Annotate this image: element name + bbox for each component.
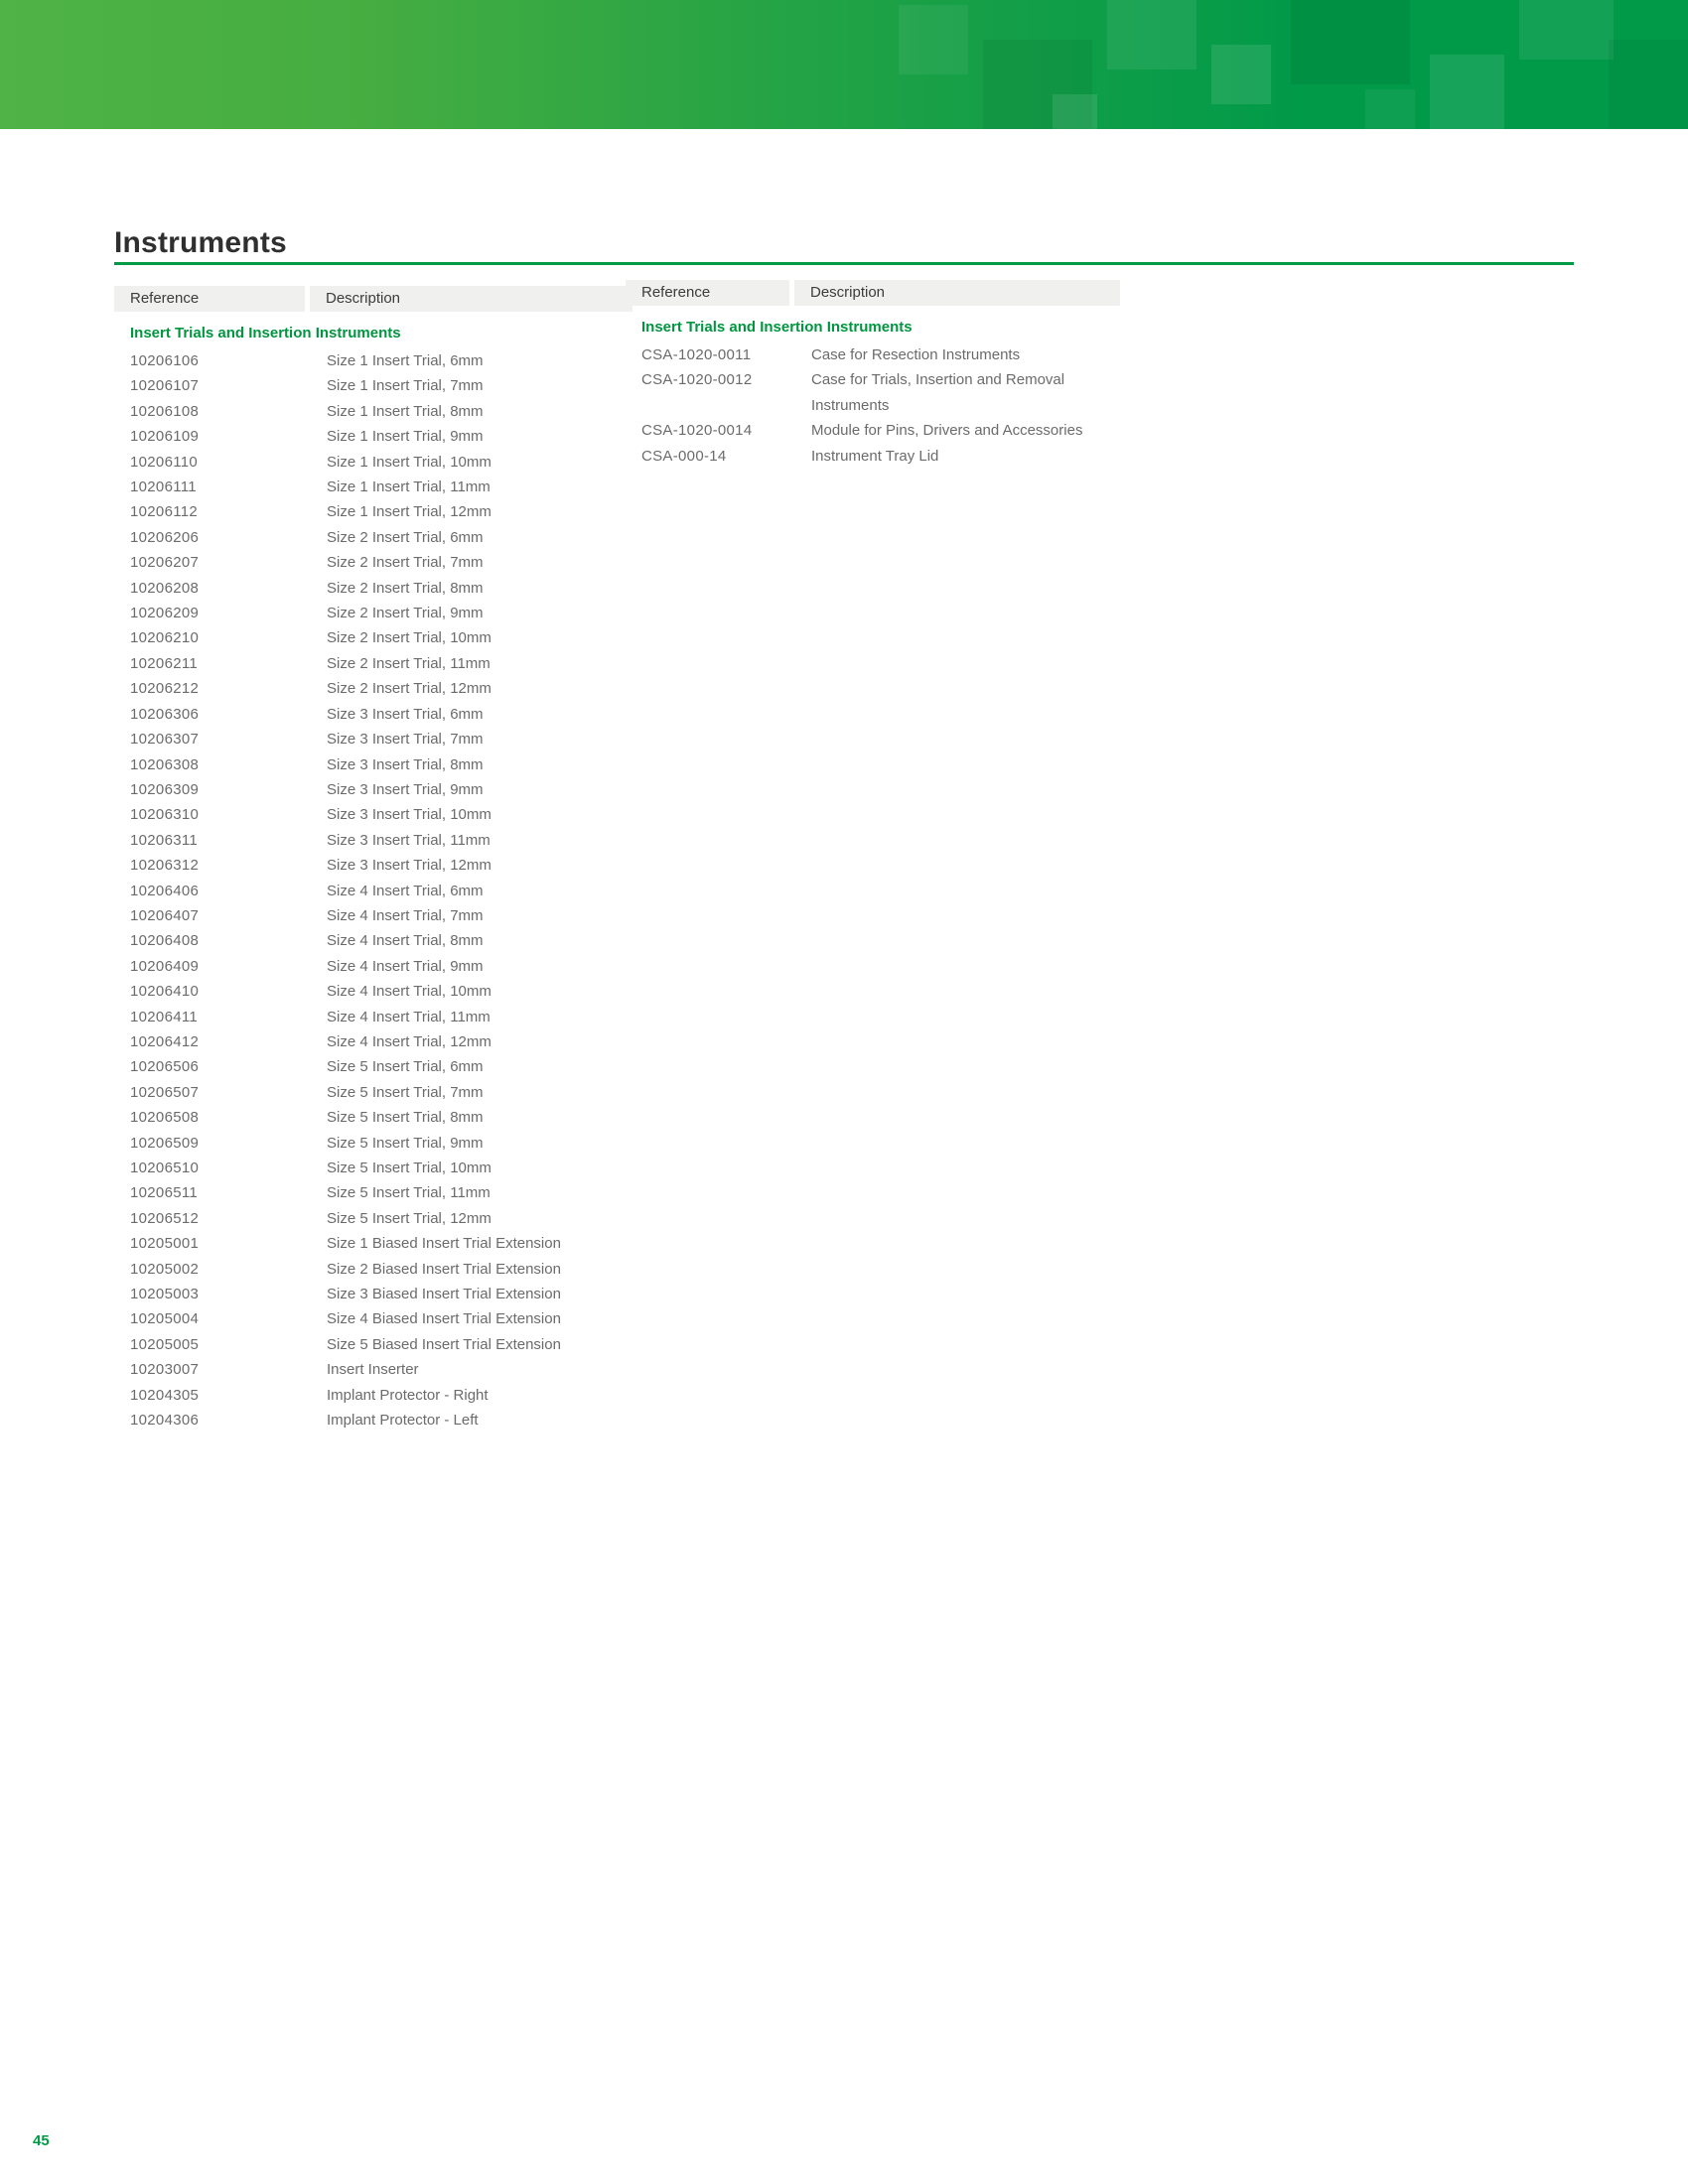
description-cell: Size 1 Insert Trial, 10mm <box>327 453 492 471</box>
reference-cell: 10204306 <box>130 1412 200 1430</box>
title-underline <box>114 262 1574 265</box>
reference-cell: 10206206 <box>130 528 200 546</box>
table-row <box>114 954 633 979</box>
reference-cell: 10206111 <box>130 478 197 496</box>
page-number: 45 <box>33 2132 50 2149</box>
reference-cell: 10206508 <box>130 1109 200 1127</box>
reference-cell: 10205001 <box>130 1235 200 1253</box>
reference-cell: CSA-1020-0014 <box>641 422 753 440</box>
reference-cell: 10206211 <box>130 654 199 672</box>
reference-cell: 10206307 <box>130 731 200 749</box>
reference-cell: 10206408 <box>130 932 200 950</box>
description-cell: Size 5 Insert Trial, 7mm <box>327 1083 484 1101</box>
column-header: Reference <box>626 280 789 306</box>
table-row <box>114 676 633 701</box>
reference-cell: CSA-1020-0011 <box>641 346 752 363</box>
table-row <box>114 1357 633 1382</box>
reference-cell: 10206209 <box>130 605 200 622</box>
reference-cell: 10206311 <box>130 831 199 849</box>
description-cell: Size 3 Insert Trial, 8mm <box>327 755 484 773</box>
table-row <box>114 1029 633 1054</box>
column-header: Description <box>794 280 1120 306</box>
reference-cell: 10206409 <box>130 957 200 975</box>
table-row <box>114 550 633 575</box>
description-cell: Size 4 Insert Trial, 8mm <box>327 932 484 950</box>
table-row <box>114 348 633 373</box>
table-row <box>626 418 1120 443</box>
description-cell: Size 4 Insert Trial, 10mm <box>327 983 492 1001</box>
description-cell: Implant Protector - Right <box>327 1386 489 1404</box>
table-row <box>114 1206 633 1231</box>
table-row <box>114 499 633 524</box>
banner-pattern-square <box>1430 55 1504 129</box>
table-section-header: Insert Trials and Insertion Instruments <box>641 319 913 336</box>
description-cell: Size 5 Insert Trial, 8mm <box>327 1109 484 1127</box>
reference-cell: 10206309 <box>130 780 200 798</box>
table-body <box>626 342 1120 469</box>
reference-cell: 10204305 <box>130 1386 200 1404</box>
reference-cell: 10206112 <box>130 503 199 521</box>
table-row <box>114 1383 633 1408</box>
table-row <box>114 1105 633 1130</box>
table-row <box>114 1180 633 1205</box>
banner-pattern-square <box>899 5 968 74</box>
column-header: Reference <box>114 286 305 312</box>
description-cell: Size 4 Insert Trial, 9mm <box>327 957 484 975</box>
table-row <box>114 1156 633 1180</box>
table-row <box>114 727 633 751</box>
reference-cell: 10206207 <box>130 554 200 572</box>
description-cell: Size 3 Insert Trial, 10mm <box>327 806 492 824</box>
table-row <box>114 651 633 676</box>
table-row <box>114 450 633 475</box>
table-row <box>114 601 633 625</box>
description-cell: Size 1 Insert Trial, 11mm <box>327 478 491 496</box>
description-cell: Size 2 Insert Trial, 11mm <box>327 654 491 672</box>
description-cell: Size 2 Insert Trial, 6mm <box>327 528 484 546</box>
description-cell: Size 1 Insert Trial, 9mm <box>327 428 484 446</box>
table-row <box>114 1005 633 1029</box>
table-row <box>114 1332 633 1357</box>
reference-cell: 10206312 <box>130 857 200 875</box>
description-cell: Size 1 Insert Trial, 7mm <box>327 377 484 395</box>
description-cell: Size 3 Insert Trial, 6mm <box>327 705 484 723</box>
table-row <box>114 903 633 928</box>
column-header: Description <box>310 286 633 312</box>
description-cell: Case for Resection Instruments <box>811 346 1021 363</box>
reference-cell: 10206506 <box>130 1058 200 1076</box>
description-cell: Module for Pins, Drivers and Accessories <box>811 422 1083 440</box>
reference-cell: 10205002 <box>130 1260 200 1278</box>
description-cell: Size 2 Insert Trial, 9mm <box>327 605 484 622</box>
description-cell: Size 1 Insert Trial, 8mm <box>327 402 484 420</box>
reference-cell: 10206509 <box>130 1134 200 1152</box>
description-cell: Size 3 Biased Insert Trial Extension <box>327 1286 561 1303</box>
reference-cell: 10206108 <box>130 402 200 420</box>
reference-cell: 10205004 <box>130 1310 200 1328</box>
instruments-table-left <box>114 286 633 1433</box>
description-cell: Size 2 Biased Insert Trial Extension <box>327 1260 561 1278</box>
table-row <box>114 1231 633 1256</box>
description-cell: Size 4 Insert Trial, 11mm <box>327 1008 491 1025</box>
description-cell: Size 1 Insert Trial, 12mm <box>327 503 492 521</box>
table-header-row <box>114 286 633 312</box>
description-cell: Instrument Tray Lid <box>811 447 939 465</box>
table-row <box>114 879 633 903</box>
table-row <box>114 1408 633 1433</box>
instruments-table-right <box>626 280 1120 469</box>
description-cell: Size 5 Insert Trial, 10mm <box>327 1160 492 1176</box>
table-row <box>114 1306 633 1331</box>
page-title: Instruments <box>114 226 287 259</box>
description-cell: Size 2 Insert Trial, 12mm <box>327 680 492 698</box>
description-cell: Size 5 Biased Insert Trial Extension <box>327 1335 561 1353</box>
description-cell: Insert Inserter <box>327 1361 419 1379</box>
table-row <box>114 1054 633 1079</box>
reference-cell: 10206510 <box>130 1160 200 1176</box>
reference-cell: 10206511 <box>130 1184 199 1202</box>
table-header-row <box>626 280 1120 306</box>
reference-cell: 10206406 <box>130 882 200 899</box>
description-cell: Size 2 Insert Trial, 10mm <box>327 629 492 647</box>
table-row <box>626 444 1120 469</box>
table-row <box>114 424 633 449</box>
table-row <box>114 525 633 550</box>
banner-pattern-square <box>1053 94 1097 129</box>
reference-cell: 10206308 <box>130 755 200 773</box>
table-body <box>114 348 633 1433</box>
reference-cell: CSA-1020-0012 <box>641 371 753 389</box>
reference-cell: 10206210 <box>130 629 200 647</box>
reference-cell: 10206507 <box>130 1083 200 1101</box>
description-cell: Implant Protector - Left <box>327 1412 479 1430</box>
description-cell: Size 1 Biased Insert Trial Extension <box>327 1235 561 1253</box>
description-cell: Size 3 Insert Trial, 11mm <box>327 831 491 849</box>
reference-cell: 10206512 <box>130 1209 200 1227</box>
table-row <box>114 1080 633 1105</box>
reference-cell: 10206412 <box>130 1032 200 1050</box>
table-row <box>114 752 633 777</box>
reference-cell: 10206107 <box>130 377 200 395</box>
table-row <box>114 373 633 398</box>
reference-cell: 10206212 <box>130 680 200 698</box>
description-cell: Size 4 Insert Trial, 12mm <box>327 1032 492 1050</box>
table-row <box>114 399 633 424</box>
reference-cell: CSA-000-14 <box>641 447 727 465</box>
description-cell: Size 4 Insert Trial, 7mm <box>327 906 484 924</box>
header-banner <box>0 0 1688 129</box>
description-cell: Case for Trials, Insertion and Removal Instruments <box>811 371 1065 414</box>
table-row <box>114 802 633 827</box>
reference-cell: 10206410 <box>130 983 200 1001</box>
reference-cell: 10206306 <box>130 705 200 723</box>
reference-cell: 10205003 <box>130 1286 200 1303</box>
description-cell: Size 3 Insert Trial, 7mm <box>327 731 484 749</box>
description-cell: Size 3 Insert Trial, 9mm <box>327 780 484 798</box>
description-cell: Size 4 Biased Insert Trial Extension <box>327 1310 561 1328</box>
table-row <box>114 475 633 499</box>
banner-pattern-square <box>1107 0 1196 69</box>
table-row <box>114 702 633 727</box>
table-row <box>114 828 633 853</box>
banner-pattern-square <box>1211 45 1271 104</box>
reference-cell: 10203007 <box>130 1361 200 1379</box>
table-row <box>114 625 633 650</box>
table-section-header: Insert Trials and Insertion Instruments <box>130 325 401 341</box>
banner-pattern-square <box>1609 40 1688 129</box>
reference-cell: 10206407 <box>130 906 200 924</box>
reference-cell: 10206109 <box>130 428 200 446</box>
table-row <box>114 576 633 601</box>
reference-cell: 10205005 <box>130 1335 200 1353</box>
reference-cell: 10206208 <box>130 579 200 597</box>
description-cell: Size 5 Insert Trial, 6mm <box>327 1058 484 1076</box>
description-cell: Size 2 Insert Trial, 8mm <box>327 579 484 597</box>
reference-cell: 10206310 <box>130 806 200 824</box>
banner-pattern-square <box>1291 0 1410 84</box>
table-row <box>626 367 1120 418</box>
description-cell: Size 5 Insert Trial, 9mm <box>327 1134 484 1152</box>
reference-cell: 10206110 <box>130 453 199 471</box>
table-row <box>114 979 633 1004</box>
table-row <box>114 853 633 878</box>
description-cell: Size 5 Insert Trial, 11mm <box>327 1184 491 1202</box>
description-cell: Size 4 Insert Trial, 6mm <box>327 882 484 899</box>
table-row <box>114 1131 633 1156</box>
table-row <box>114 928 633 953</box>
reference-cell: 10206411 <box>130 1008 199 1025</box>
description-cell: Size 3 Insert Trial, 12mm <box>327 857 492 875</box>
banner-pattern-square <box>1519 0 1614 60</box>
table-row <box>626 342 1120 367</box>
description-cell: Size 1 Insert Trial, 6mm <box>327 352 484 369</box>
table-row <box>114 1282 633 1306</box>
description-cell: Size 2 Insert Trial, 7mm <box>327 554 484 572</box>
table-row <box>114 1257 633 1282</box>
table-row <box>114 777 633 802</box>
description-cell: Size 5 Insert Trial, 12mm <box>327 1209 492 1227</box>
banner-pattern-square <box>1365 89 1415 129</box>
reference-cell: 10206106 <box>130 352 200 369</box>
